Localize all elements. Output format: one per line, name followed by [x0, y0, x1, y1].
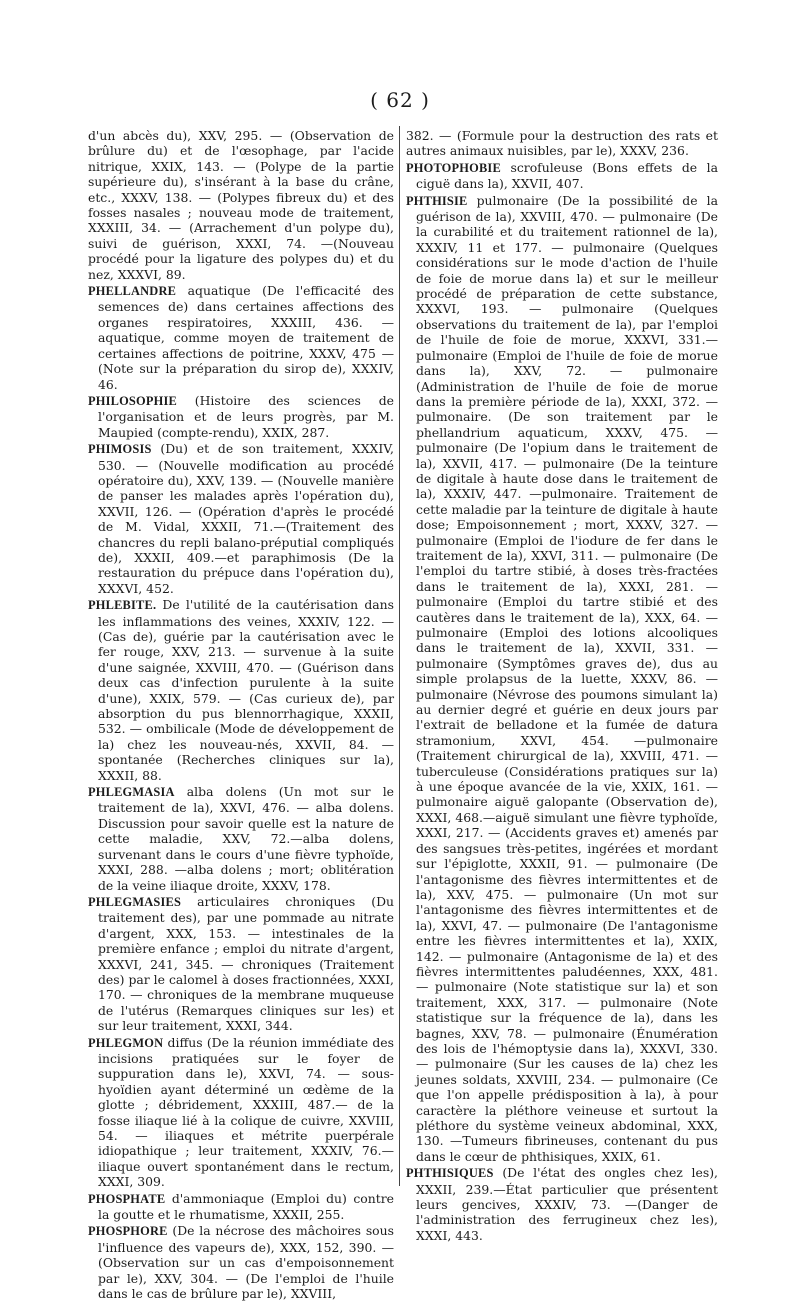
entry-text: scrofuleuse (Bons effets de la ciguë dans la), XXVII, 407. [416, 159, 718, 192]
index-entry [88, 128, 394, 282]
index-entry [88, 1223, 394, 1301]
index-entry [88, 393, 394, 440]
index-entry [88, 597, 394, 783]
entry-headword: PHTHISIE [406, 193, 468, 208]
entry-headword: PHILOSOPHIE [88, 393, 177, 408]
entry-text: De l'utilité de la cautérisation dans les inflammations des veines, XXXIV, 122. — (Cas de), guérie par la cautérisation avec le fer rouge, XXV, 213. — survenue à la suite d'une saignée, XXVIII, 470. — (Guérison dans deux cas d'infection purulente à la suite d'une), XXIX, 579. — (Cas curieux de), par absorption du pus blennorrhagique, XXXII, 532. — ombilicale (Mode de développement de la) chez les nouveau-nés, XXVII, 84. — spontanée (Recherches cliniques sur la), XXXII, 88. [98, 597, 394, 783]
entry-text: aquatique (De l'efficacité des semences de) dans certaines affections des organes respiratoires, XXXIII, 436. — aquatique, comme moyen de traitement de certaines affections de poitrine, XXXV, 475 — (Note sur la préparation du sirop de), XXXIV, 46. [98, 283, 394, 392]
page-number: ( 62 ) [370, 88, 430, 112]
entry-headword: PHIMOSIS [88, 442, 152, 457]
entry-text: diffus (De la réunion immédiate des incisions pratiquées sur le foyer de suppuration dans le), XXVI, 74. — sous-hyoïdien ayant déterminé un œdème de la glotte ; débridement, XXXIII, 487.— de la fosse iliaque lié à la colique de cuivre, XXVIII, 54. — iliaques et métrite puerpérale idiopathique ; leur traitement, XXXIV, 76.—iliaque ouvert spontanément dans le rectum, XXXI, 309. [98, 1034, 394, 1190]
entry-text: 382. — (Formule pour la destruction des rats et autres animaux nuisibles, par le), XXXV, 236. [406, 128, 718, 159]
entry-text: pulmonaire (De la possibilité de la guérison de la), XXVIII, 470. — pulmonaire (De la curabilité et du traitement rationnel de la), XXXIV, 11 et 177. — pulmonaire (Quelques considérations sur le mode d'action de l'huile de foie de morue dans la) et sur le meilleur procédé de préparation de cette substance, XXXVI, 193. — pulmonaire (Quelques observations du traitement de la), par l'emploi de l'huile de foie de morue, XXXVI, 331.—pulmonaire (Emploi de l'huile de foie de morue dans la), XXV, 72. — pulmonaire (Administration de l'huile de foie de morue dans la première période de la), XXXI, 372. — pulmonaire. (De son traitement par le phellandrium aquaticum, XXXV, 475. — pulmonaire (De l'opium dans le traitement de la), XXVII, 417. — pulmonaire (De la teinture de digitale à haute dose dans le traitement de la), XXXIV, 447. —pulmonaire. Traitement de cette maladie par la teinture de digitale à haute dose; Empoisonnement ; mort, XXXV, 327. — pulmonaire (Emploi de l'iodure de fer dans le traitement de la), XXVI, 311. — pulmonaire (De l'emploi du tartre stibié, à doses très-fractées dans le traitement de la), XXXI, 281. — pulmonaire (Emploi du tartre stibié et des cautères dans le traitement de la), XXX, 64. —pulmonaire (Emploi des lotions alcooliques dans le traitement de la), XXVII, 331. — pulmonaire (Symptômes graves de), dus au simple prolapsus de la luette, XXXV, 86. — pulmonaire (Névrose des poumons simulant la) au dernier degré et guérie en deux jours par l'extrait de belladone et la fumée de datura stramonium, XXVI, 454. —pulmonaire (Traitement chirurgical de la), XXVIII, 471. — tuberculeuse (Considérations pratiques sur la) à une époque avancée de la vie, XXIX, 161. — pulmonaire aiguë galopante (Observation de), XXXI, 468.—aiguë simulant une fièvre typhoïde, XXXI, 217. — (Accidents graves et) amenés par des sangsues très-petites, ingérées et mordant sur l'épiglotte, XXXII, 91. — pulmonaire (De l'antagonisme des fièvres intermittentes et de la), XXV, 475. — pulmonaire (Un mot sur l'antagonisme des fièvres intermittentes et de la), XXVI, 47. — pulmonaire (De l'antagonisme entre les fièvres intermittentes et la), XXIX, 142. — pulmonaire (Antagonisme de la) et des fièvres intermittentes paludéennes, XXX, 481. — pulmonaire (Note statistique sur la) et son traitement, XXX, 317. — pulmonaire (Note statistique sur la fréquence de la), dans les bagnes, XXV, 78. — pulmonaire (Énumération des lois de l'hémoptysie dans la), XXXVI, 330. — pulmonaire (Sur les causes de la) chez les jeunes soldats, XXVIII, 234. — pulmonaire (Ce que l'on appelle prédisposition à la), à pour caractère la pléthore veineuse et surtout la pléthore du système veineux abdominal, XXX, 130. —Tumeurs fibrineuses, contenant du pus dans le cœur de phthisiques, XXIX, 61. [416, 192, 718, 1164]
index-entry [406, 160, 718, 192]
index-entry [406, 193, 718, 1165]
index-entry [406, 128, 718, 159]
entry-headword: PHOSPHATE [88, 1191, 166, 1206]
index-entry [88, 1035, 394, 1190]
entry-text: (Du) et de son traitement, XXXIV, 530. — (Nouvelle modification au procédé opératoire du), XXV, 139. — (Nouvelle manière de panser les malades après l'opération du), XXVII, 126. — (Opération d'après le procédé de M. Vidal, XXXII, 71.—(Traitement des chancres du repli balano-préputial compliqués de), XXXII, 409.—et paraphimosis (De la restauration du prépuce dans l'opération du), XXXVI, 452. [98, 441, 394, 596]
entry-headword: PHOTOPHOBIE [406, 160, 501, 175]
index-entry [88, 441, 394, 596]
entry-headword: PHTHISIQUES [406, 1166, 494, 1181]
entry-text: articulaires chroniques (Du traitement des), par une pommade au nitrate d'argent, XXX, 153. — intestinales de la première enfance ; emploi du nitrate d'argent, XXXVI, 241, 345. — chroniques (Traitement des) par le calomel à doses fractionnées, XXXI, 170. — chroniques de la membrane muqueuse de l'utérus (Remarques cliniques sur les) et sur leur traitement, XXXI, 344. [98, 893, 394, 1034]
index-entry [88, 283, 394, 392]
entry-headword: PHLEGMON [88, 1035, 164, 1050]
entry-headword: PHLEGMASIA [88, 785, 175, 800]
entry-text: alba dolens (Un mot sur le traitement de la), XXVI, 476. — alba dolens. Discussion pour savoir quelle est la nature de cette maladie, XXV, 72.—alba dolens, survenant dans le cours d'une fièvre typhoïde, XXXI, 288. —alba dolens ; mort; oblitération de la veine iliaque droite, XXXV, 178. [98, 784, 394, 893]
index-entry [88, 894, 394, 1034]
entry-headword: PHLEGMASIES [88, 894, 182, 909]
index-entry [406, 1165, 718, 1243]
right-column [406, 128, 718, 1244]
left-column [88, 128, 394, 1302]
index-entry [88, 784, 394, 893]
entry-text: d'un abcès du), XXV, 295. — (Observation de brûlure du) et de l'œsophage, par l'acide nitrique, XXIX, 143. — (Polype de la partie supérieure du), s'insérant à la base du crâne, etc., XXXV, 138. — (Polypes fibreux du) et des fosses nasales ; nouveau mode de traitement, XXXIII, 34. — (Arrachement d'un polype du), suivi de guérison, XXXI, 74. —(Nouveau procédé pour la ligature des polypes du) et du nez, XXXVI, 89. [88, 128, 394, 282]
entry-headword: PHELLANDRE [88, 284, 177, 299]
entry-text: (De l'état des ongles chez les), XXXII, 239.—État particulier que présentent leurs gencives, XXXIV, 73. —(Danger de l'administration des ferrugineux chez les), XXXI, 443. [416, 1165, 718, 1243]
index-entry [88, 1191, 394, 1223]
entry-headword: PHOSPHORE [88, 1224, 168, 1239]
entry-text: (De la nécrose des mâchoires sous l'influence des vapeurs de), XXX, 152, 390. — (Observation sur un cas d'empoisonnement par le), XXV, 304. — (De l'emploi de l'huile dans le cas de brûlure par le), XXVIII, [98, 1223, 394, 1302]
column-divider [399, 126, 400, 1186]
entry-text: d'ammoniaque (Emploi du) contre la goutte et le rhumatisme, XXXII, 255. [98, 1190, 394, 1223]
entry-headword: PHLEBITE. [88, 598, 157, 613]
entry-text: (Histoire des sciences de l'organisation et de leurs progrès, par M. Maupied (compte-rendu), XXIX, 287. [98, 392, 394, 440]
